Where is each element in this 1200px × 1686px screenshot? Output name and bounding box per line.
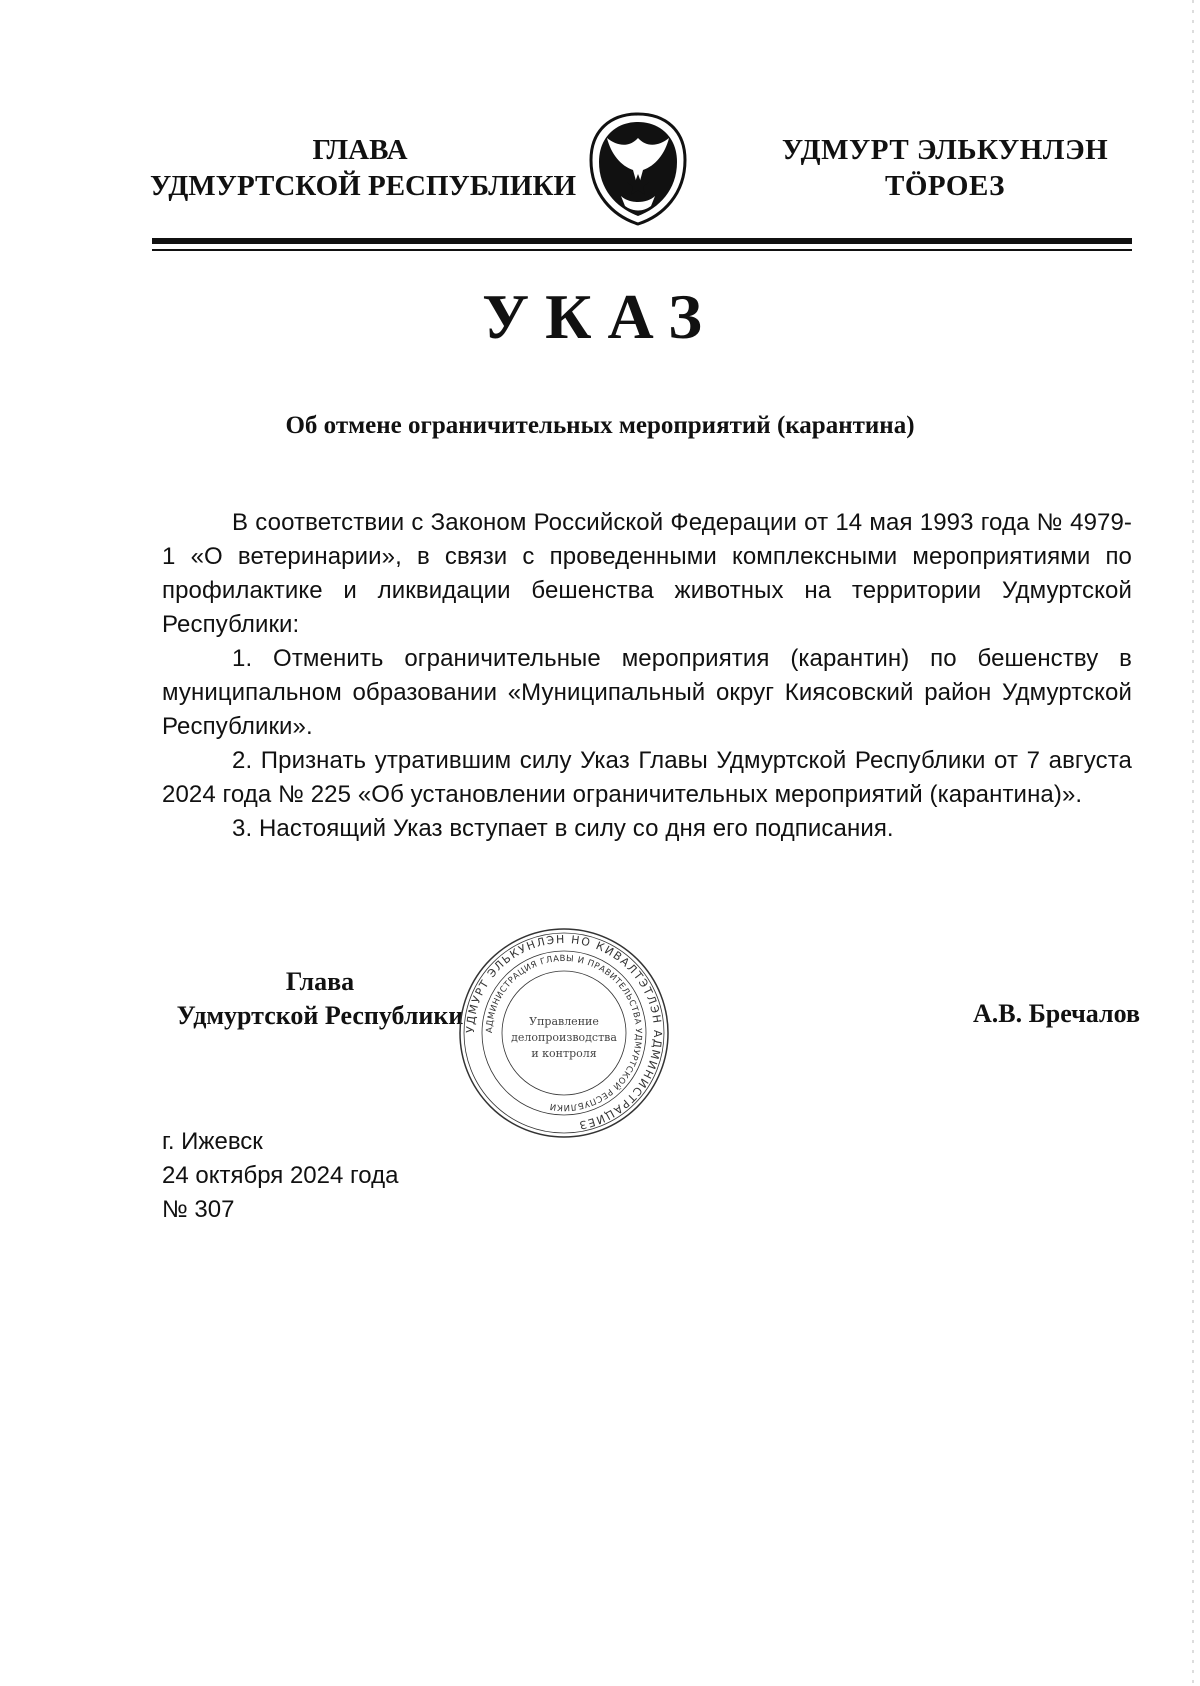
body-paragraph-1: 1. Отменить ограничительные мероприятия (карантин) по бешенству в муниципальном образовании «Муниципальный округ Киясовский район Удмуртской Республики». [162, 645, 1132, 740]
stamp-center-line3: и контроля [531, 1047, 597, 1060]
header-right-line1: УДМУРТ ЭЛЬКУНЛЭН [781, 134, 1109, 166]
header-divider-thin [152, 249, 1132, 251]
document-place-date [162, 1125, 582, 1227]
header-left-line1: ГЛАВА [312, 134, 408, 166]
scan-edge-mark [1192, 0, 1194, 1686]
header-divider-thick [152, 238, 1132, 244]
header-left-block [150, 132, 577, 204]
signatory-name: А.В. Бречалов [972, 999, 1140, 1028]
signatory-position [160, 965, 480, 1033]
stamp-outer-text: УДМУРТ ЭЛЬКУНЛЭН НО КИВАЛТЭТЛЭН АДМИНИСТРАЦИЕЗ [463, 932, 665, 1132]
document-body [162, 506, 1132, 846]
header-right-line2: ТӦРОЕЗ [884, 170, 1005, 202]
udmurt-coat-of-arms-icon [583, 108, 693, 228]
document-date: 24 октября 2024 года [162, 1162, 399, 1189]
signatory-position-line1: Глава [285, 967, 355, 996]
document-title: УКАЗ [482, 281, 718, 352]
header-left-line2: УДМУРТСКОЙ РЕСПУБЛИКИ [150, 170, 577, 202]
stamp-center-line1: Управление [529, 1015, 599, 1028]
body-paragraph-3: 3. Настоящий Указ вступает в силу со дня его подписания. [232, 815, 894, 842]
body-paragraph-2: 2. Признать утратившим силу Указ Главы Удмуртской Республики от 7 августа 2024 года № 225 «Об установлении ограничительных мероприятий (карантина)». [162, 747, 1132, 808]
header-right-block [745, 132, 1145, 204]
official-stamp [456, 925, 672, 1141]
signatory-position-line2: Удмуртской Республики [176, 1001, 464, 1030]
document-number: № 307 [162, 1196, 235, 1223]
stamp-inner-text: АДМИНИСТРАЦИЯ ГЛАВЫ И ПРАВИТЕЛЬСТВА УДМУРТСКОЙ РЕСПУБЛИКИ [484, 953, 644, 1113]
document-subject: Об отмене ограничительных мероприятий (карантина) [285, 412, 915, 439]
body-paragraph-preamble: В соответствии с Законом Российской Федерации от 14 мая 1993 года № 4979-1 «О ветеринарии», в связи с проведенными комплексными мероприятиями по профилактике и ликвидации бешенства животных на территории Удмуртской Республики: [162, 509, 1132, 638]
document-city: г. Ижевск [162, 1128, 263, 1155]
stamp-center-line2: делопроизводства [511, 1031, 617, 1044]
